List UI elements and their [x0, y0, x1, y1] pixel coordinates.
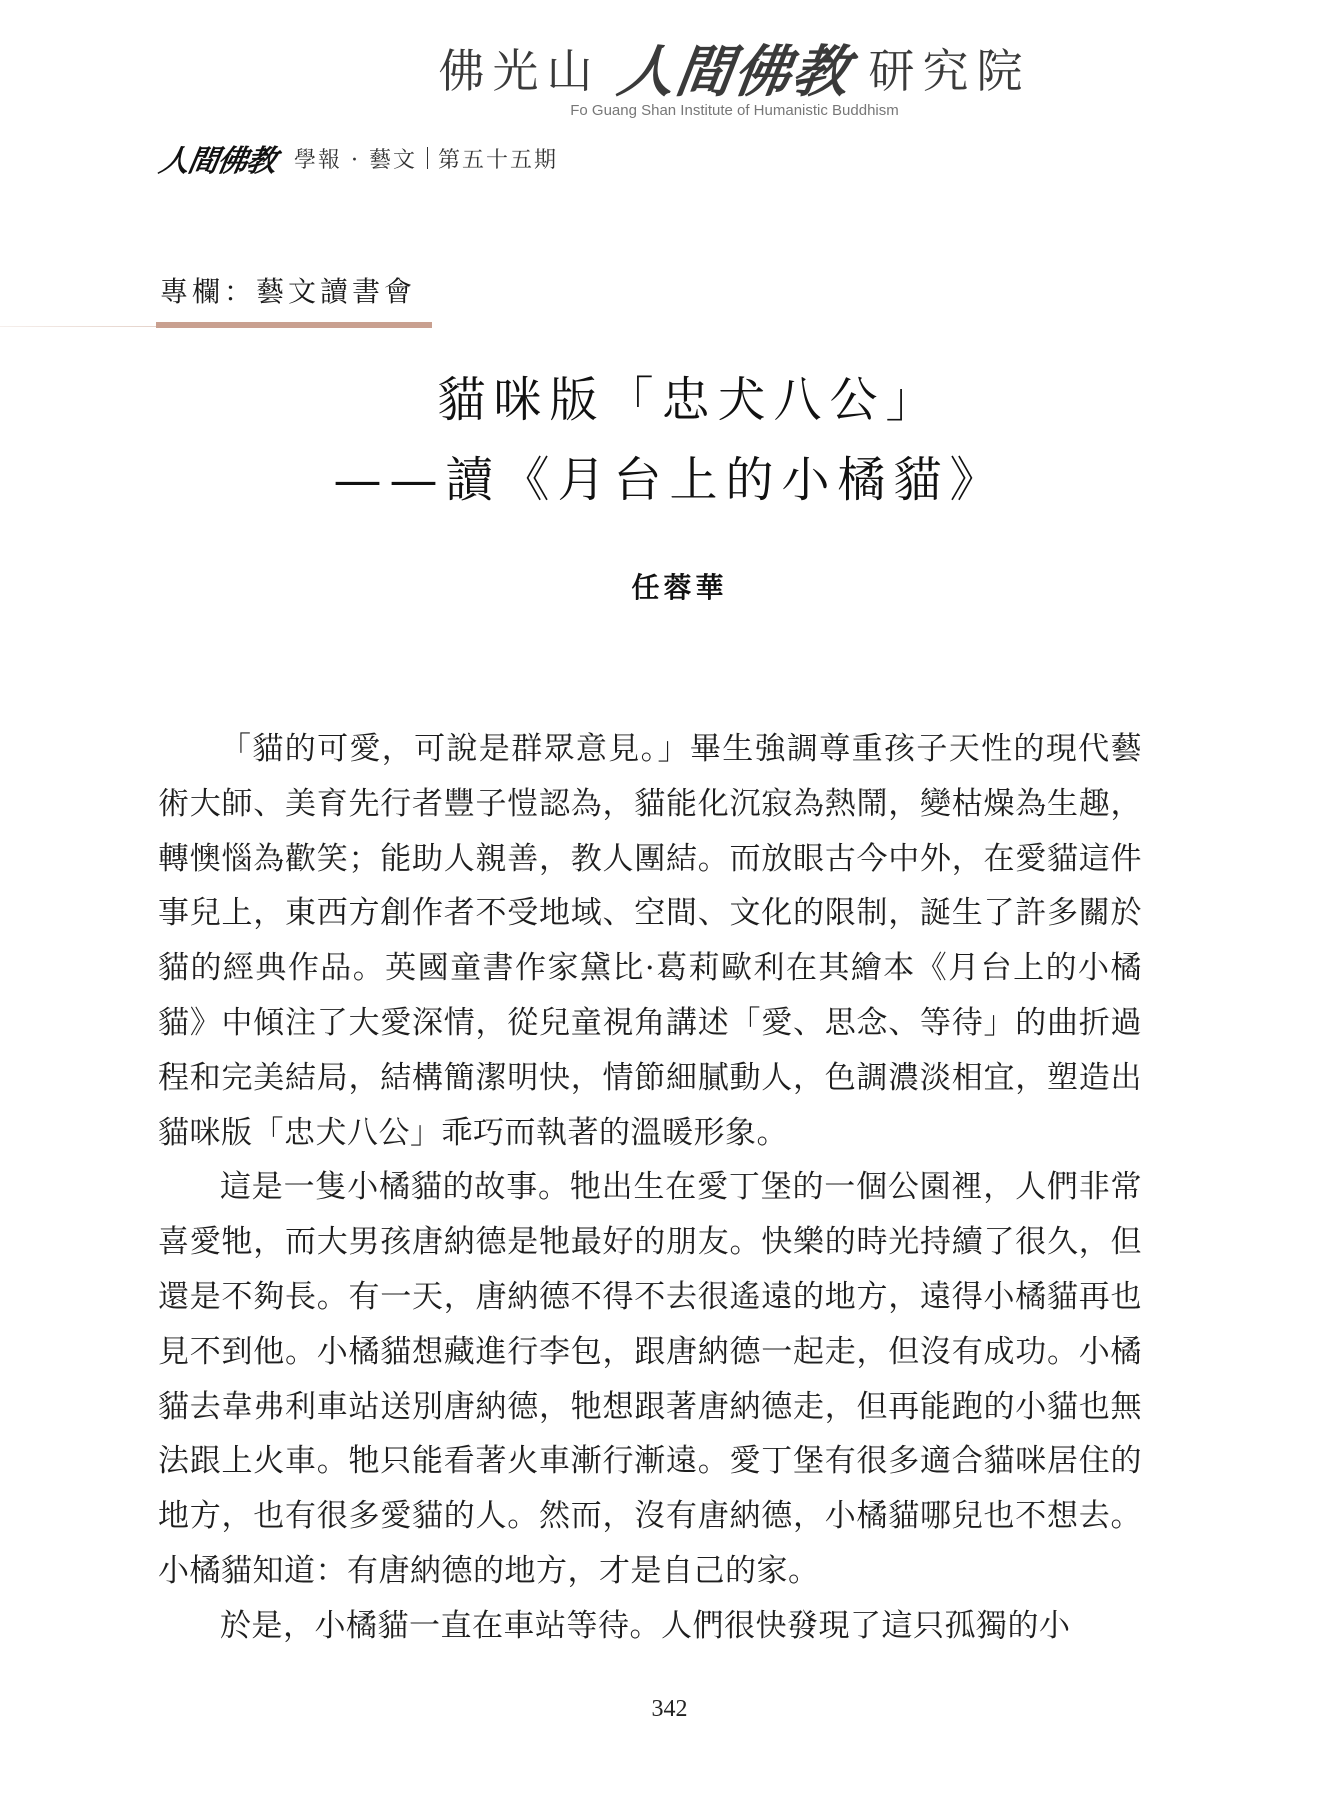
article-author: 任蓉華 [631, 571, 728, 604]
paragraph: 「貓的可愛，可說是群眾意見。」畢生強調尊重孩子天性的現代藝術大師、美育先行者豐子愷認為，貓能化沉寂為熱鬧，變枯燥為生趣，轉懊惱為歡笑；能助人親善，教人團結。而放眼古今中外，在愛貓這件事兒上，東西方創作者不受地域、空間、文化的限制，誕生了許多關於貓的經典作品。英國童書作家黛比·葛莉歐利在其繪本《月台上的小橘貓》中傾注了大愛深情，從兒童視角講述「愛、思念、等待」的曲折過程和完美結局，結構簡潔明快，情節細膩動人，色調濃淡相宜，塑造出貓咪版「忠犬八公」乖巧而執著的溫暖形象。 [158, 731, 1142, 1151]
institute-brand-logo: 人間佛教 [613, 39, 855, 105]
paragraph: 這是一隻小橘貓的故事。牠出生在愛丁堡的一個公園裡，人們非常喜愛牠，而大男孩唐納德是牠最好的朋友。快樂的時光持續了很久，但還是不夠長。有一天，唐納德不得不去很遙遠的地方，遠得小橘貓再也見不到他。小橘貓想藏進行李包，跟唐納德一起走，但沒有成功。小橘貓去韋弗利車站送別唐納德，牠想跟著唐納德走，但再能跑的小貓也無法跟上火車。牠只能看著火車漸行漸遠。愛丁堡有很多適合貓咪居住的地方，也有很多愛貓的人。然而，沒有唐納德，小橘貓哪兒也不想去。小橘貓知道：有唐納德的地方，才是自己的家。 [158, 1169, 1142, 1589]
journal-name: 學報 · 藝文 [294, 147, 417, 173]
institute-name-right: 研究院 [868, 44, 1031, 98]
article-title [0, 360, 1339, 520]
institute-name-en: Fo Guang Shan Institute of Humanistic Buddhism [570, 102, 899, 119]
journal-brand-logo: 人間佛教 [156, 144, 279, 179]
institute-name-left: 佛光山 [438, 44, 601, 98]
journal-header [156, 140, 558, 179]
article-title-sub: ——讀《月台上的小橘貓》 [333, 452, 1006, 508]
column-underline [156, 322, 432, 328]
article-body [158, 722, 1142, 1654]
institute-banner [0, 40, 1339, 119]
journal-divider [427, 147, 428, 169]
journal-issue: 第五十五期 [437, 147, 558, 173]
page-number: 342 [651, 1696, 688, 1722]
article-title-main: 貓咪版「忠犬八公」 [437, 372, 942, 428]
paragraph: 於是，小橘貓一直在車站等待。人們很快發現了這只孤獨的小 [220, 1607, 1071, 1644]
institute-name-cn [438, 39, 1031, 105]
column-label: 專欄：藝文讀書會 [160, 275, 417, 308]
